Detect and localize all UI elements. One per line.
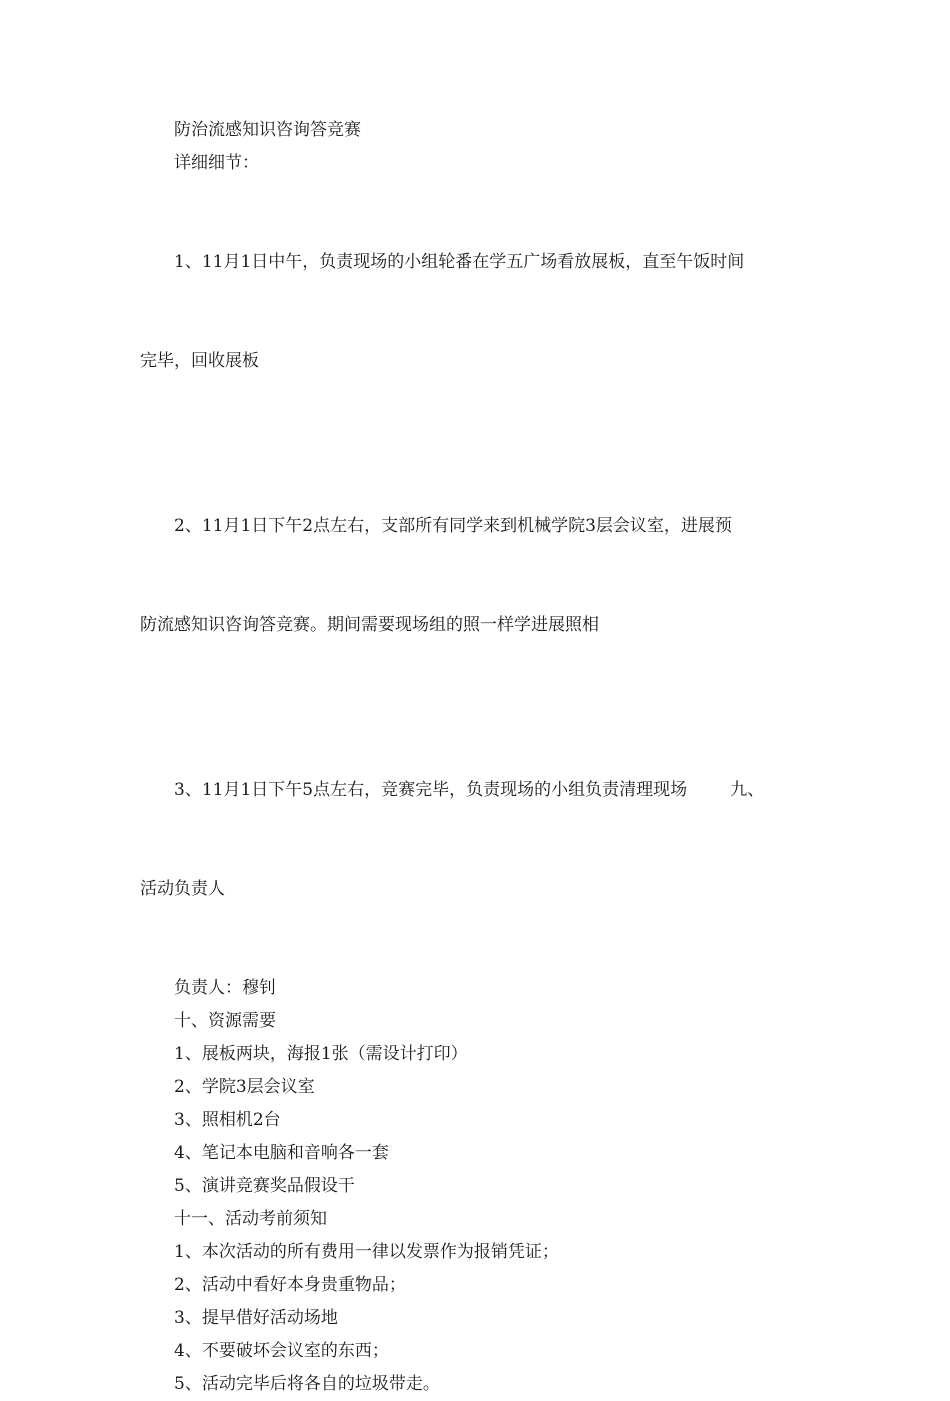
detail-item-2-line-1: 2、11月1日下午2点左右，支部所有同学来到机械学院3层会议室，进展预 — [174, 516, 732, 536]
note-item-1: 1、本次活动的所有费用一律以发票作为报销凭证； — [174, 1242, 559, 1262]
note-item-3: 3、提早借好活动场地 — [174, 1308, 338, 1328]
detail-item-2-line-2: 防流感知识咨询答竞赛。期间需要现场组的照一样学进展照相 — [140, 615, 599, 635]
resource-item-5: 5、演讲竞赛奖品假设干 — [174, 1176, 355, 1196]
resources-heading: 十、资源需要 — [174, 1011, 276, 1031]
detail-item-3-line-2: 活动负责人 — [140, 879, 225, 899]
details-label: 详细细节： — [174, 153, 259, 173]
detail-item-1 — [140, 180, 812, 444]
detail-item-1-line-1: 1、11月1日中午，负责现场的小组轮番在学五广场看放展板，直至午饭时间 — [174, 252, 745, 272]
resource-item-4: 4、笔记本电脑和音响各一套 — [174, 1143, 389, 1163]
section-heading: 防治流感知识咨询答竞赛 — [174, 120, 361, 140]
detail-item-1-line-2: 完毕，回收展板 — [140, 351, 259, 371]
resource-item-2: 2、学院3层会议室 — [174, 1077, 315, 1097]
leader-line: 负责人：穆钊 — [174, 978, 276, 998]
note-item-4: 4、不要破坏会议室的东西； — [174, 1341, 389, 1361]
resource-item-3: 3、照相机2台 — [174, 1110, 281, 1130]
note-item-5: 5、活动完毕后将各自的垃圾带走。 — [174, 1374, 440, 1394]
document-body — [140, 114, 812, 1401]
detail-item-3 — [140, 708, 812, 972]
detail-item-3-line-1: 3、11月1日下午5点左右，竞赛完毕，负责现场的小组负责清理现场 九、 — [174, 780, 765, 800]
note-item-2: 2、活动中看好本身贵重物品； — [174, 1275, 406, 1295]
detail-item-2 — [140, 444, 812, 708]
notes-heading: 十一、活动考前须知 — [174, 1209, 327, 1229]
resource-item-1: 1、展板两块，海报1张（需设计打印） — [174, 1044, 468, 1064]
